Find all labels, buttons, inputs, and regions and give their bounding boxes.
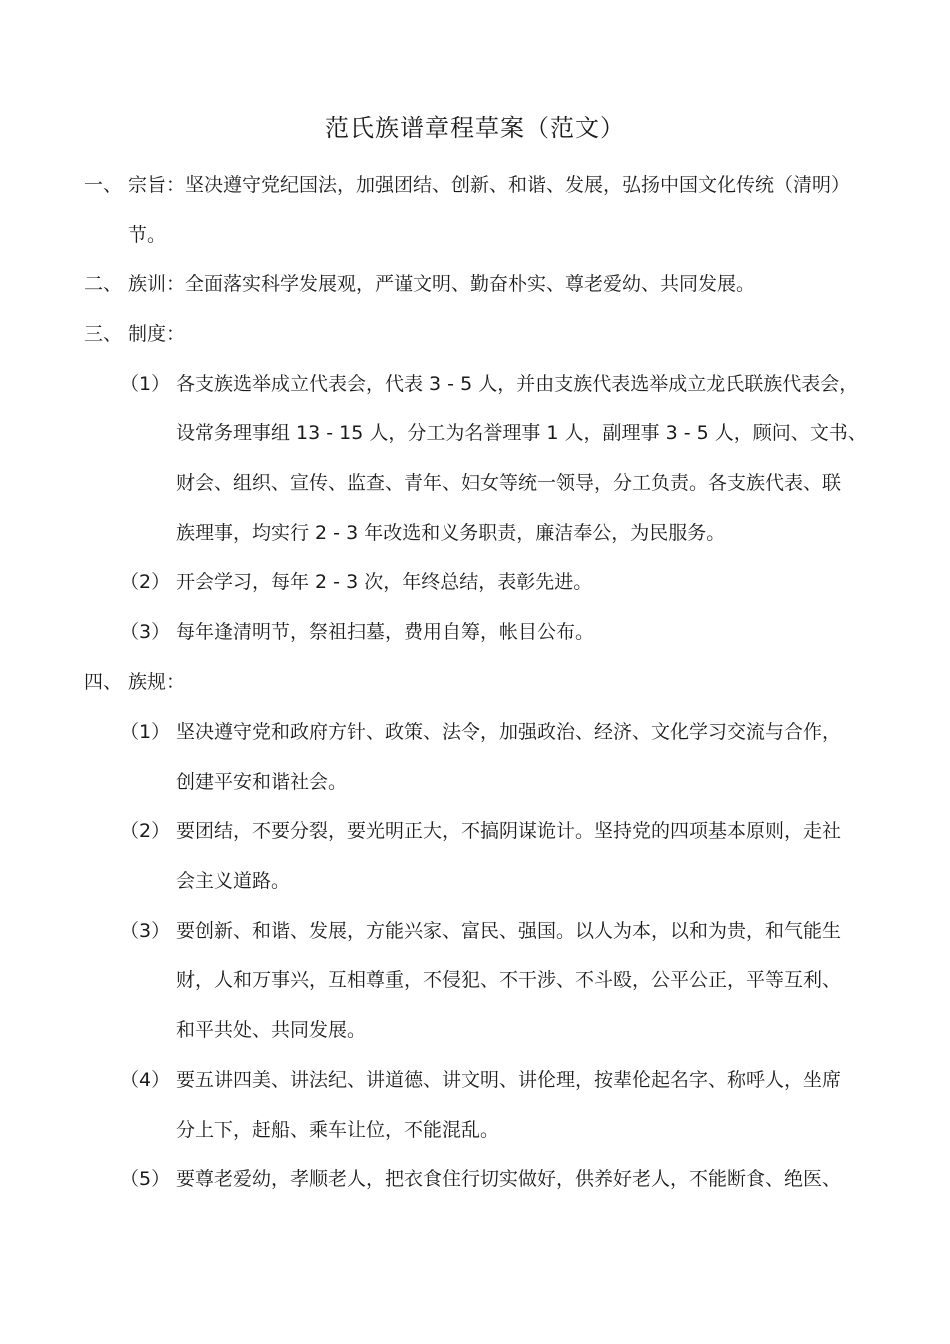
item-text-line: 坚决遵守党和政府方针、政策、法令，加强政治、经济、文化学习交流与合作， <box>176 721 842 743</box>
item-number: （3） <box>120 920 171 942</box>
item-text-line: 会主义道路。 <box>176 870 291 892</box>
section-text-line: 族训：全面落实科学发展观，严谨文明、勤奋朴实、尊老爱幼、共同发展。 <box>128 273 756 295</box>
item-number: （4） <box>120 1069 171 1091</box>
item-text-line: 要创新、和谐、发展，方能兴家、富民、强国。以人为本，以和为贵，和气能生 <box>176 920 842 942</box>
item-number: （2） <box>120 571 171 593</box>
section-text-line: 宗旨：坚决遵守党纪国法，加强团结、创新、和谐、发展，弘扬中国文化传统（清明） <box>128 174 851 196</box>
section-number: 四、 <box>84 671 123 693</box>
item-number: （1） <box>120 721 171 743</box>
item-number: （1） <box>120 373 171 395</box>
item-text-line: 财会、组织、宣传、监查、青年、妇女等统一领导，分工负责。各支族代表、联 <box>176 472 842 494</box>
item-text-line: 族理事，均实行 2 - 3 年改选和义务职责，廉洁奉公，为民服务。 <box>176 522 726 544</box>
item-text-line: 开会学习，每年 2 - 3 次，年终总结，表彰先进。 <box>176 571 593 593</box>
item-text-line: 每年逢清明节，祭祖扫墓，费用自筹，帐目公布。 <box>176 621 595 643</box>
section-number: 三、 <box>84 323 123 345</box>
item-text-line: 财，人和万事兴，互相尊重，不侵犯、不干涉、不斗殴，公平公正，平等互利、 <box>176 969 842 991</box>
section-text-line: 节。 <box>128 224 167 246</box>
item-text-line: 设常务理事组 13 - 15 人，分工为名誉理事 1 人，副理事 3 - 5 人，顾问、文书、 <box>176 422 867 444</box>
item-text-line: 和平共处、共同发展。 <box>176 1019 367 1041</box>
item-text-line: 要尊老爱幼，孝顺老人，把衣食住行切实做好，供养好老人，不能断食、绝医、 <box>176 1168 842 1190</box>
item-text-line: 各支族选举成立代表会，代表 3 - 5 人，并由支族代表选举成立龙氏联族代表会， <box>176 373 859 395</box>
section-number: 二、 <box>84 273 123 295</box>
item-text-line: 要五讲四美、讲法纪、讲道德、讲文明、讲伦理，按辈伦起名字、称呼人，坐席 <box>176 1069 842 1091</box>
item-text-line: 要团结，不要分裂，要光明正大，不搞阴谋诡计。坚持党的四项基本原则，走社 <box>176 820 842 842</box>
item-number: （3） <box>120 621 171 643</box>
section-text-line: 制度： <box>128 323 186 345</box>
item-text-line: 分上下，赶船、乘车让位，不能混乱。 <box>176 1119 500 1141</box>
item-number: （2） <box>120 820 171 842</box>
document-title: 范氏族谱章程草案（范文） <box>325 114 625 142</box>
section-number: 一、 <box>84 174 123 196</box>
item-text-line: 创建平安和谐社会。 <box>176 771 348 793</box>
section-text-line: 族规： <box>128 671 186 693</box>
item-number: （5） <box>120 1168 171 1190</box>
